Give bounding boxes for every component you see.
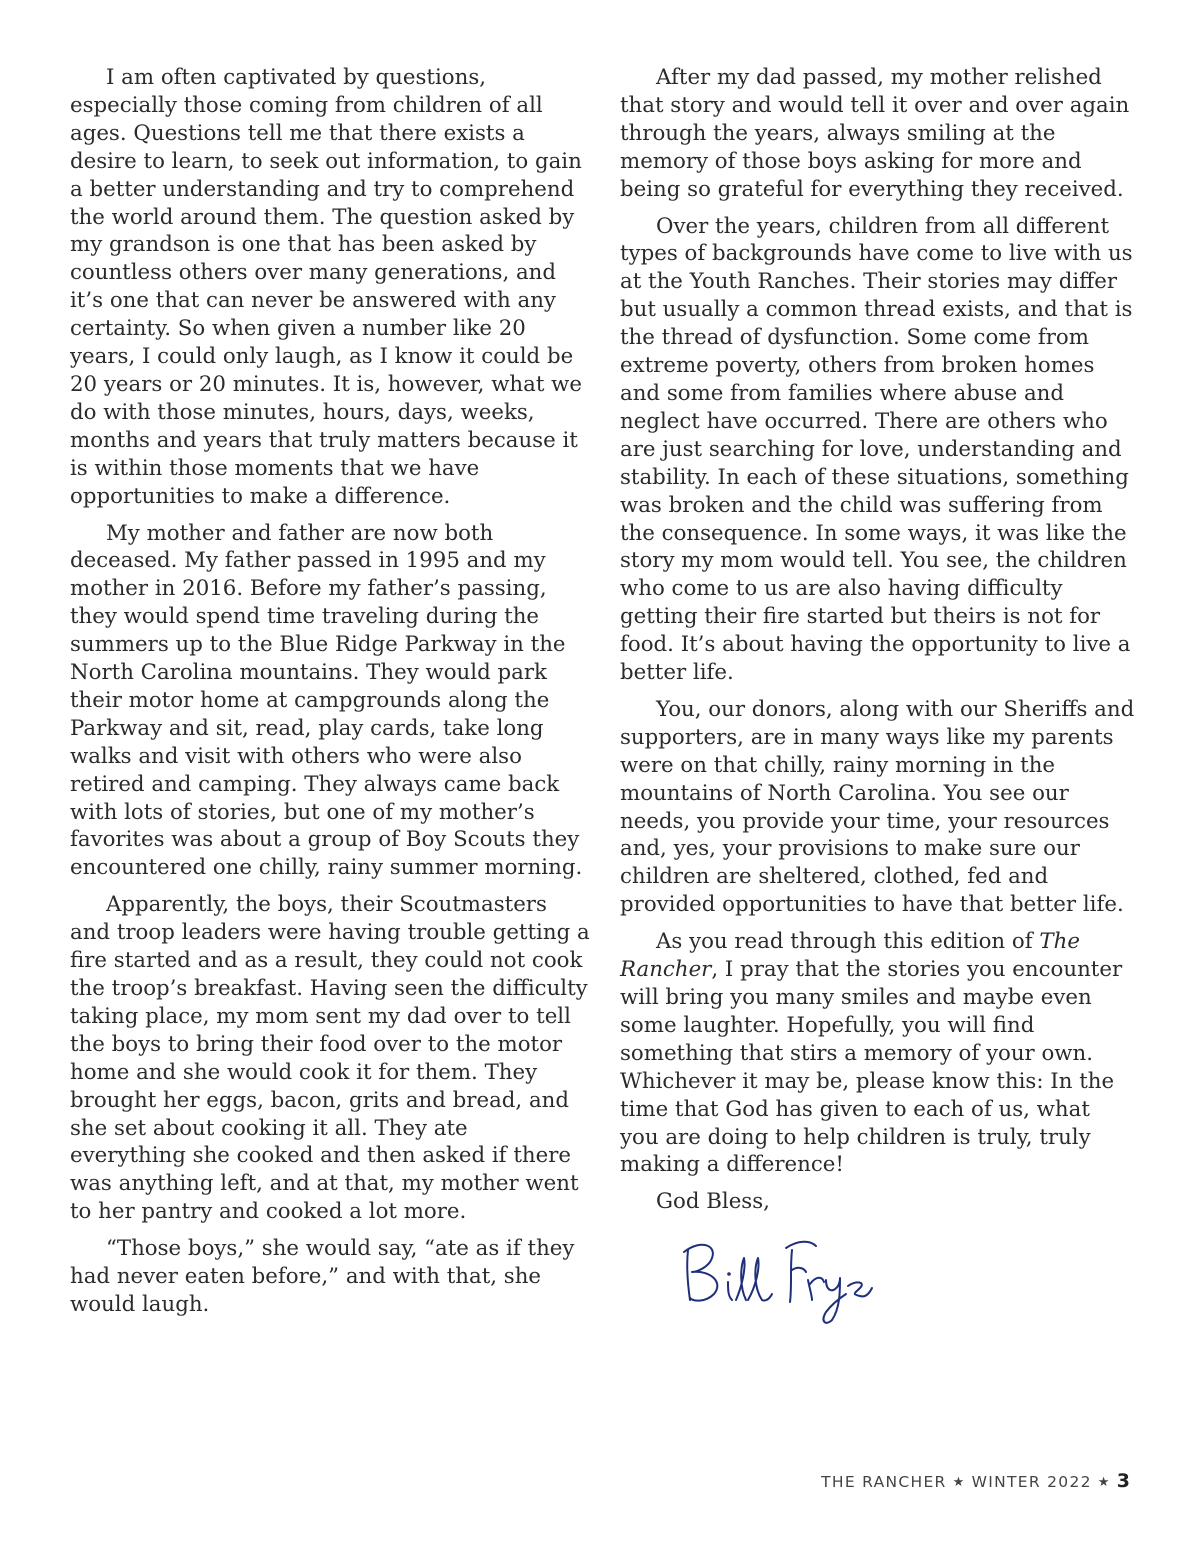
publication-title-italic: The Rancher (620, 929, 1080, 983)
edition-pre: As you read through this edition of (656, 929, 1040, 955)
right-column (620, 64, 1135, 1328)
paragraph-after-dad: After my dad passed, my mother relished that story and would tell it over and over again through the years, always smiling at the memory of those boys asking for more and being so grateful for everything they received. (620, 65, 1130, 202)
page-number: 3 (1116, 1470, 1130, 1492)
paragraph-parents: My mother and father are now both deceased. My father passed in 1995 and my mother in 2016. Before my father’s passing, they would spend time traveling during the summers up to the Blue Ridge Parkway in the North Carolina mountains. They would park their motor home at campgrounds along the Parkway and sit, read, play cards, take long walks and visit with others who were also retired and camping. They always came back with lots of stories, but one of my mother’s favorites was about a group of Boy Scouts they encountered one chilly, rainy summer morning. (70, 520, 583, 881)
paragraph-donors: You, our donors, along with our Sheriffs and supporters, are in many ways like my parents were on that chilly, rainy morning in the mountains of North Carolina. You see our needs, you provide your time, your resources and, yes, your provisions to make sure our children are sheltered, clothed, fed and provided opportunities to have that better life. (620, 696, 1135, 918)
paragraph-those-boys: “Those boys,” she would say, “ate as if they had never eaten before,” and with that, she would laugh. (70, 1236, 575, 1317)
footer-publication: THE RANCHER (821, 1473, 947, 1491)
signature (680, 1228, 890, 1328)
closing-line: God Bless, (656, 1189, 770, 1215)
paragraph-edition (620, 928, 1135, 1179)
paragraph-scouts: Apparently, the boys, their Scoutmasters and troop leaders were having trouble getting a fire started and as a result, they could not cook the troop’s breakfast. Having seen the difficulty taking place, my mom sent my dad over to tell the boys to bring their food over to the motor home and she would cook it for them. They brought her eggs, bacon, grits and bread, and she set about cooking it all. They ate everything she cooked and then asked if there was anything left, and at that, my mother went to her pantry and cooked a lot more. (70, 892, 590, 1225)
page-footer (821, 1470, 1130, 1492)
star-icon: ★ (1097, 1475, 1111, 1490)
footer-issue: WINTER 2022 (971, 1473, 1092, 1491)
paragraph-questions: I am often captivated by questions, especially those coming from children of all ages. Questions tell me that there exists a desire to learn, to seek out information, to gain a better understanding and try to comprehend the world around them. The question asked by my grandson is one that has been asked by countless others over many generations, and it’s one that can never be answered with any certainty. So when given a number like 20 years, I could only laugh, as I know it could be 20 years or 20 minutes. It is, however, what we do with those minutes, hours, days, weeks, months and years that truly matters because it is within those moments that we have opportunities to make a difference. (70, 65, 582, 509)
edition-post: , I pray that the stories you encounter will bring you many smiles and maybe even some laughter. Hopefully, you will find something that stirs a memory of your own. Whichever it may be, please know this: In the time that God has given to each of us, what you are doing to help children is truly, truly making a difference! (620, 957, 1123, 1178)
paragraph-children: Over the years, children from all different types of backgrounds have come to live with us at the Youth Ranches. Their stories may differ but usually a common thread exists, and that is the thread of dysfunction. Some come from extreme poverty, others from broken homes and some from families where abuse and neglect have occurred. There are others who are just searching for love, understanding and stability. In each of these situations, something was broken and the child was suffering from the consequence. In some ways, it was like the story my mom would tell. You see, the children who come to us are also having difficulty getting their fire started but theirs is not for food. It’s about having the opportunity to live a better life. (620, 213, 1133, 686)
star-icon: ★ (952, 1475, 966, 1490)
left-column (70, 64, 590, 1328)
